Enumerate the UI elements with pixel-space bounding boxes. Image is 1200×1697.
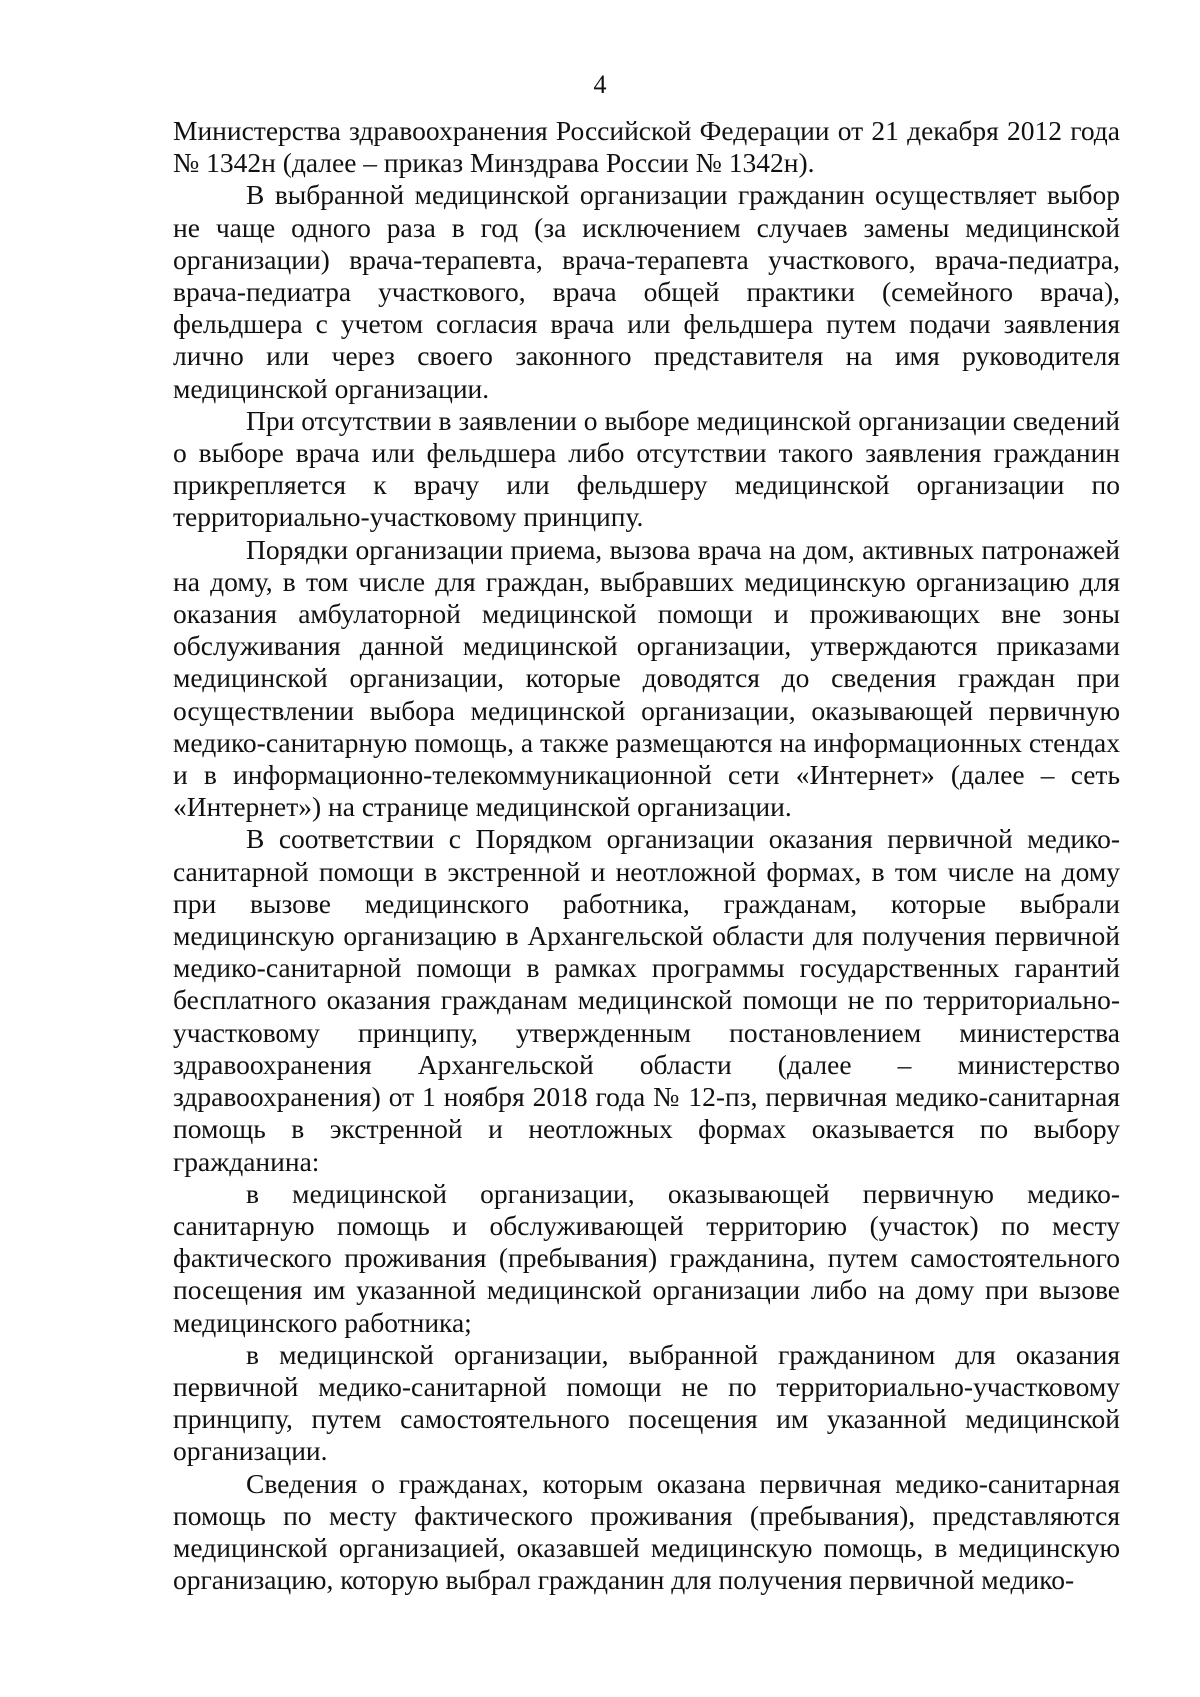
paragraph-reception-procedures: Порядки организации приема, вызова врача на дом, активных патронажей на дому, в том числе для граждан, выбравших медицинскую организацию для оказания амбулаторной медицинской помощи и проживающих вне зоны обслуживания данной медицинской организации, утверждаются приказами медицинской организации, которые доводятся до сведения граждан при осуществлении выбора медицинской организации, оказывающей первичную медико-санитарную помощь, а также размещаются на информационных стендах и в информационно-телекоммуникационной сети «Интернет» (далее – сеть «Интернет») на странице медицинской организации. [173,533,1120,823]
document-body [173,115,1120,1596]
paragraph-information-transfer: Сведения о гражданах, которым оказана первичная медико-санитарная помощь по месту фактического проживания (пребывания), представляются медицинской организацией, оказавшей медицинскую помощь, в медицинскую организацию, которую выбрал гражданин для получения первичной медико- [173,1467,1120,1596]
page-number: 4 [593,70,607,99]
paragraph-emergency-care-order: В соответствии с Порядком организации оказания первичной медико-санитарной помощи в экстренной и неотложной формах, в том числе на дому при вызове медицинского работника, гражданам, которые выбрали медицинскую организацию в Архангельской области для получения первичной медико-санитарной помощи в рамках программы государственных гарантий бесплатного оказания гражданам медицинской помощи не по территориально-участковому принципу, утвержденным постановлением министерства здравоохранения Архангельской области (далее – министерство здравоохранения) от 1 ноября 2018 года № 12-пз, первичная медико-санитарная помощь в экстренной и неотложных формах оказывается по выбору гражданина: [173,823,1120,1177]
paragraph-doctor-choice: В выбранной медицинской организации гражданин осуществляет выбор не чаще одного раза в год (за исключением случаев замены медицинской организации) врача-терапевта, врача-терапевта участкового, врача-педиатра, врача-педиатра участкового, врача общей практики (семейного врача), фельдшера с учетом согласия врача или фельдшера путем подачи заявления лично или через своего законного представителя на имя руководителя медицинской организации. [173,179,1120,404]
paragraph-option-chosen-org: в медицинской организации, выбранной гражданином для оказания первичной медико-санитарной помощи не по территориально-участковому принципу, путем самостоятельного посещения им указанной медицинской организации. [173,1338,1120,1467]
paragraph-option-residence: в медицинской организации, оказывающей первичную медико-санитарную помощь и обслуживающей территорию (участок) по месту фактического проживания (пребывания) гражданина, путем самостоятельного посещения им указанной медицинской организации либо на дому при вызове медицинского работника; [173,1177,1120,1338]
paragraph-continuation: Министерства здравоохранения Российской Федерации от 21 декабря 2012 года № 1342н (далее – приказ Минздрава России № 1342н). [173,115,1120,179]
paragraph-territorial-attachment: При отсутствии в заявлении о выборе медицинской организации сведений о выборе врача или фельдшера либо отсутствии такого заявления гражданин прикрепляется к врачу или фельдшеру медицинской организации по территориально-участковому принципу. [173,404,1120,533]
